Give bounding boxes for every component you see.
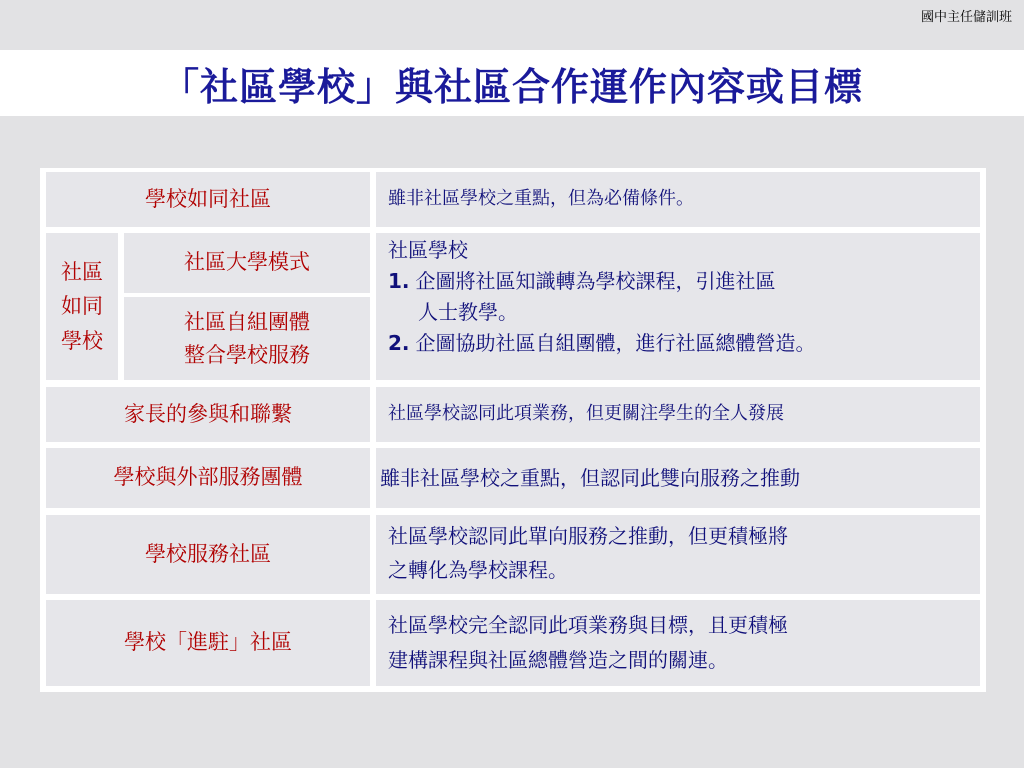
row-2-item-1 (388, 266, 980, 297)
row-4-right (376, 448, 980, 508)
row-2-item-2 (388, 328, 980, 359)
row-4-right-text: 雖非社區學校之重點，但認同此雙向服務之推動 (380, 466, 800, 490)
row-1-left (46, 172, 370, 227)
row-5-left (46, 515, 370, 594)
row-5-right (376, 515, 980, 594)
row-2-item-1-num: 1. (388, 269, 410, 293)
row-1-right-text: 雖非社區學校之重點，但為必備條件。 (388, 188, 694, 210)
slide-title: 「社區學校」與社區合作運作內容或目標 (160, 65, 863, 109)
row-2-group-label (46, 233, 118, 380)
row-2-item-1-line2: 人士教學。 (418, 300, 518, 324)
row-2-sub-1-text: 社區大學模式 (184, 250, 310, 275)
row-3-right (376, 387, 980, 442)
row-4-left (46, 448, 370, 508)
row-4-left-text: 學校與外部服務團體 (113, 465, 303, 490)
row-3-left-text: 家長的參與和聯繫 (124, 401, 292, 426)
row-2-item-1-line1: 企圖將社區知識轉為學校課程，引進社區 (415, 269, 776, 293)
row-2-sub-2 (124, 297, 370, 380)
row-3-right-text: 社區學校認同此項業務，但更關注學生的全人發展 (388, 403, 784, 425)
row-2-sub-2-text: 社區自組團體整合學校服務 (184, 309, 310, 367)
row-2-right-heading: 社區學校 (388, 238, 468, 262)
row-6-right-line1: 社區學校完全認同此項業務與目標，且更積極 (388, 613, 788, 637)
row-6-left-text: 學校「進駐」社區 (124, 630, 292, 655)
row-6-right (376, 600, 980, 686)
row-1-right (376, 172, 980, 227)
comparison-table (40, 168, 986, 692)
row-2-right (376, 233, 980, 380)
row-1-left-text: 學校如同社區 (145, 186, 271, 211)
row-2-sub-1 (124, 233, 370, 293)
row-2-item-2-line1: 企圖協助社區自組團體，進行社區總體營造。 (415, 331, 816, 355)
row-5-right-line2: 之轉化為學校課程。 (388, 558, 568, 582)
top-bar (0, 0, 1024, 50)
course-label: 國中主任儲訓班 (920, 10, 1012, 25)
row-5-left-text: 學校服務社區 (145, 541, 271, 566)
row-6-left (46, 600, 370, 686)
row-3-left (46, 387, 370, 442)
row-2-group-label-text: 社區如同學校 (61, 259, 103, 353)
row-5-right-line1: 社區學校認同此單向服務之推動，但更積極將 (388, 524, 788, 548)
row-2-item-2-num: 2. (388, 331, 410, 355)
row-6-right-line2: 建構課程與社區總體營造之間的關連。 (388, 648, 728, 672)
title-band (0, 50, 1024, 116)
